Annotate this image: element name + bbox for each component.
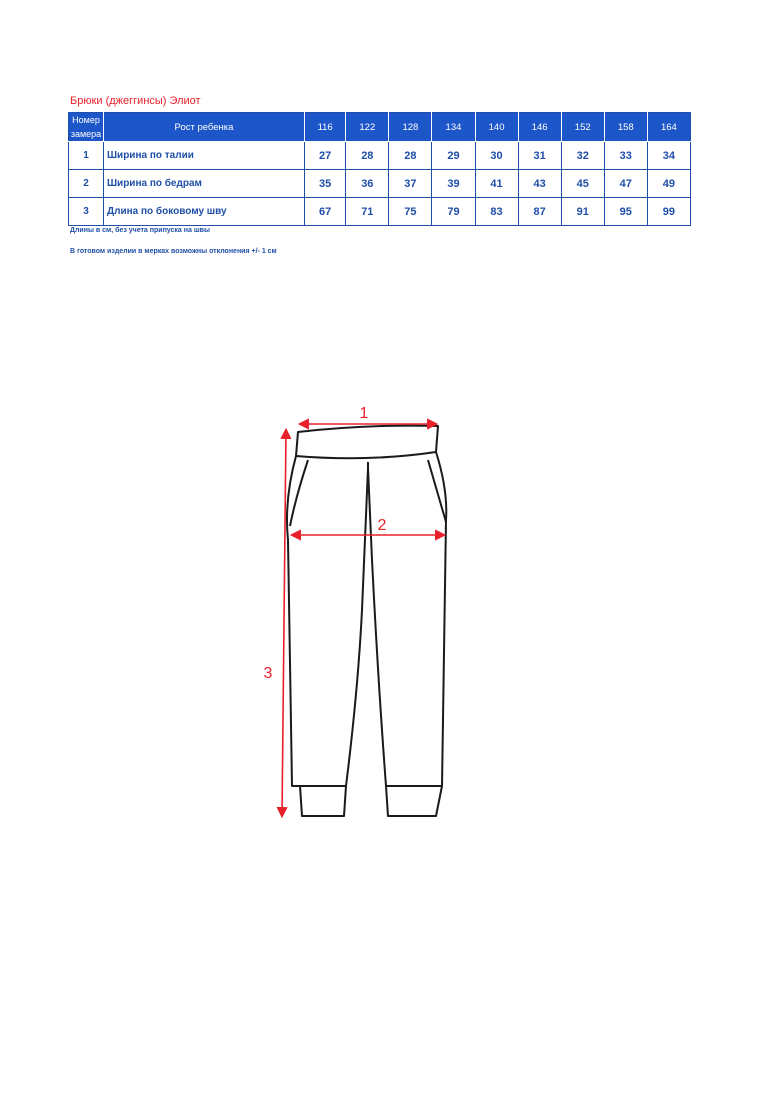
left-cuff — [292, 786, 346, 816]
row-number: 1 — [69, 142, 104, 170]
table-cell: 91 — [561, 198, 604, 226]
pants-outline — [287, 426, 446, 816]
table-cell: 31 — [518, 142, 561, 170]
table-cell: 30 — [475, 142, 518, 170]
table-cell: 32 — [561, 142, 604, 170]
right-cuff — [386, 786, 442, 816]
header-size: 152 — [561, 113, 604, 142]
right-pocket — [428, 460, 446, 522]
table-cell: 28 — [389, 142, 432, 170]
table-cell: 29 — [432, 142, 475, 170]
measure-2-label: 2 — [377, 517, 387, 534]
table-cell: 43 — [518, 170, 561, 198]
table-cell: 47 — [604, 170, 647, 198]
table-cell: 41 — [475, 170, 518, 198]
header-size: 134 — [432, 113, 475, 142]
header-parameter: Рост ребенка — [104, 113, 305, 142]
table-cell: 49 — [647, 170, 690, 198]
note-tolerance: В готовом изделии в мерках возможны отклонения +/- 1 см — [70, 248, 277, 255]
measure-3-label: 3 — [263, 665, 273, 682]
table-cell: 34 — [647, 142, 690, 170]
header-size: 140 — [475, 113, 518, 142]
row-number: 3 — [69, 198, 104, 226]
table-cell: 95 — [604, 198, 647, 226]
row-label: Длина по боковому шву — [104, 198, 305, 226]
row-label: Ширина по бедрам — [104, 170, 305, 198]
table-cell: 67 — [305, 198, 346, 226]
table-cell: 79 — [432, 198, 475, 226]
header-size: 146 — [518, 113, 561, 142]
table-cell: 83 — [475, 198, 518, 226]
waistband — [296, 426, 438, 459]
table-cell: 35 — [305, 170, 346, 198]
measure-3-line — [282, 430, 286, 816]
table-cell: 71 — [346, 198, 389, 226]
table-cell: 33 — [604, 142, 647, 170]
note-units: Длины в см, без учета припуска на швы — [70, 227, 210, 234]
table-cell: 28 — [346, 142, 389, 170]
row-label: Ширина по талии — [104, 142, 305, 170]
measure-1-label: 1 — [359, 405, 369, 422]
table-cell: 75 — [389, 198, 432, 226]
row-number: 2 — [69, 170, 104, 198]
table-cell: 37 — [389, 170, 432, 198]
table-cell: 36 — [346, 170, 389, 198]
header-size: 158 — [604, 113, 647, 142]
table-cell: 99 — [647, 198, 690, 226]
header-measure-number: Номер замера — [69, 113, 104, 142]
table-cell: 45 — [561, 170, 604, 198]
document-title: Брюки (джеггинсы) Элиот — [70, 95, 201, 107]
table-cell: 27 — [305, 142, 346, 170]
header-size: 164 — [647, 113, 690, 142]
pants-body — [287, 452, 446, 786]
table-cell: 39 — [432, 170, 475, 198]
measurements — [282, 424, 444, 816]
header-size: 128 — [389, 113, 432, 142]
table-cell: 87 — [518, 198, 561, 226]
header-size: 116 — [305, 113, 346, 142]
header-size: 122 — [346, 113, 389, 142]
